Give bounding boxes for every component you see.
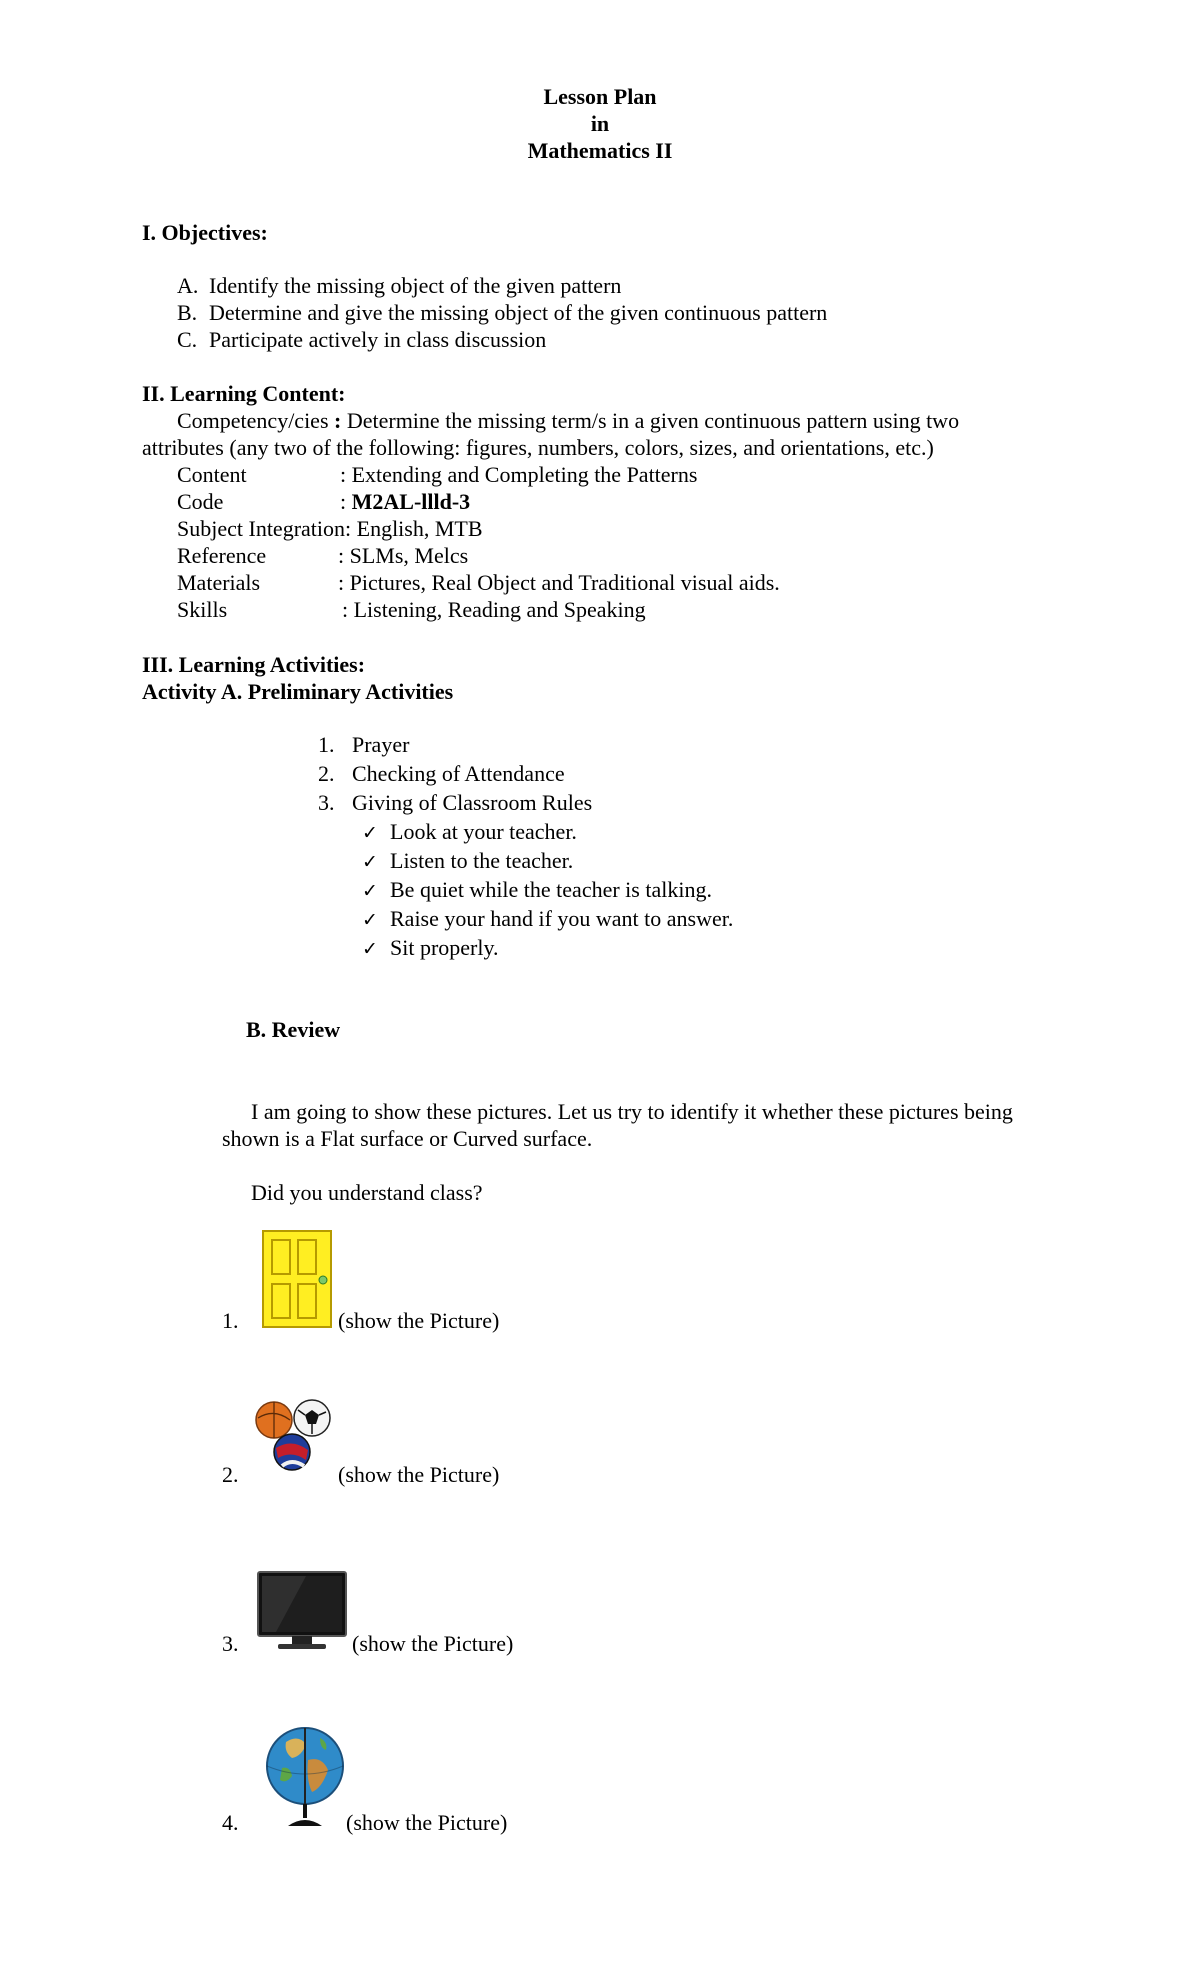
- title-line-1: Lesson Plan: [543, 84, 657, 109]
- checkmark-icon: ✓: [362, 909, 378, 931]
- objective-item-c: C. Participate actively in class discussion: [177, 327, 547, 352]
- review-heading: B. Review: [246, 1017, 341, 1042]
- picture-caption: (show the Picture): [338, 1462, 500, 1487]
- picture-number: 3.: [222, 1631, 239, 1656]
- content-row-content: Content: [177, 462, 247, 487]
- rule-item: ✓ Raise your hand if you want to answer.: [362, 906, 734, 931]
- review-paragraph-line-1: I am going to show these pictures. Let us try to identify it whether these pictures being: [251, 1099, 1013, 1124]
- competency-line: Competency/cies : Determine the missing term/s in a given continuous pattern using two: [177, 408, 960, 433]
- checkmark-icon: ✓: [362, 822, 378, 844]
- title-line-3: Mathematics II: [527, 138, 673, 163]
- checkmark-icon: ✓: [362, 851, 378, 873]
- step-classroom-rules: 3. Giving of Classroom Rules: [318, 790, 593, 815]
- content-row-skills: Skills: [177, 597, 228, 622]
- content-row-code: Code: [177, 489, 224, 514]
- checkmark-icon: ✓: [362, 938, 378, 960]
- globe-icon: [262, 1722, 348, 1828]
- television-icon: [256, 1570, 348, 1652]
- content-row-skills-value: : Listening, Reading and Speaking: [342, 597, 646, 622]
- content-row-materials-value: : Pictures, Real Object and Traditional visual aids.: [338, 570, 780, 595]
- picture-caption: (show the Picture): [346, 1810, 508, 1835]
- content-row-content-value: : Extending and Completing the Patterns: [340, 462, 698, 487]
- rule-item: ✓ Listen to the teacher.: [362, 848, 574, 873]
- objective-item-b: B. Determine and give the missing object of the given continuous pattern: [177, 300, 828, 325]
- review-paragraph-line-2: shown is a Flat surface or Curved surface.: [222, 1126, 593, 1151]
- content-row-subject-integration: Subject Integration: English, MTB: [177, 516, 483, 541]
- picture-caption: (show the Picture): [338, 1308, 500, 1333]
- competency-line-2: attributes (any two of the following: figures, numbers, colors, sizes, and orientations, etc.): [142, 435, 934, 460]
- objectives-heading: I. Objectives:: [142, 220, 268, 245]
- activities-heading: III. Learning Activities:: [142, 652, 366, 677]
- picture-number: 1.: [222, 1308, 239, 1333]
- learning-content-heading: II. Learning Content:: [142, 381, 346, 406]
- content-row-code-value: : M2AL-llld-3: [340, 489, 471, 514]
- activities-subheading: Activity A. Preliminary Activities: [142, 679, 454, 704]
- title-line-2: in: [590, 111, 610, 136]
- checkmark-icon: ✓: [362, 880, 378, 902]
- step-attendance: 2. Checking of Attendance: [318, 761, 565, 786]
- review-question: Did you understand class?: [251, 1180, 483, 1205]
- content-row-materials: Materials: [177, 570, 261, 595]
- picture-caption: (show the Picture): [352, 1631, 514, 1656]
- step-prayer: 1. Prayer: [318, 732, 410, 757]
- door-icon: [262, 1230, 332, 1328]
- content-row-reference: Reference: [177, 543, 267, 568]
- picture-number: 2.: [222, 1462, 239, 1487]
- objective-item-a: A. Identify the missing object of the given pattern: [177, 273, 622, 298]
- picture-number: 4.: [222, 1810, 239, 1835]
- rule-item: ✓ Be quiet while the teacher is talking.: [362, 877, 712, 902]
- content-row-reference-value: : SLMs, Melcs: [338, 543, 469, 568]
- rule-item: ✓ Sit properly.: [362, 935, 499, 960]
- balls-icon: [254, 1390, 334, 1480]
- rule-item: ✓ Look at your teacher.: [362, 819, 577, 844]
